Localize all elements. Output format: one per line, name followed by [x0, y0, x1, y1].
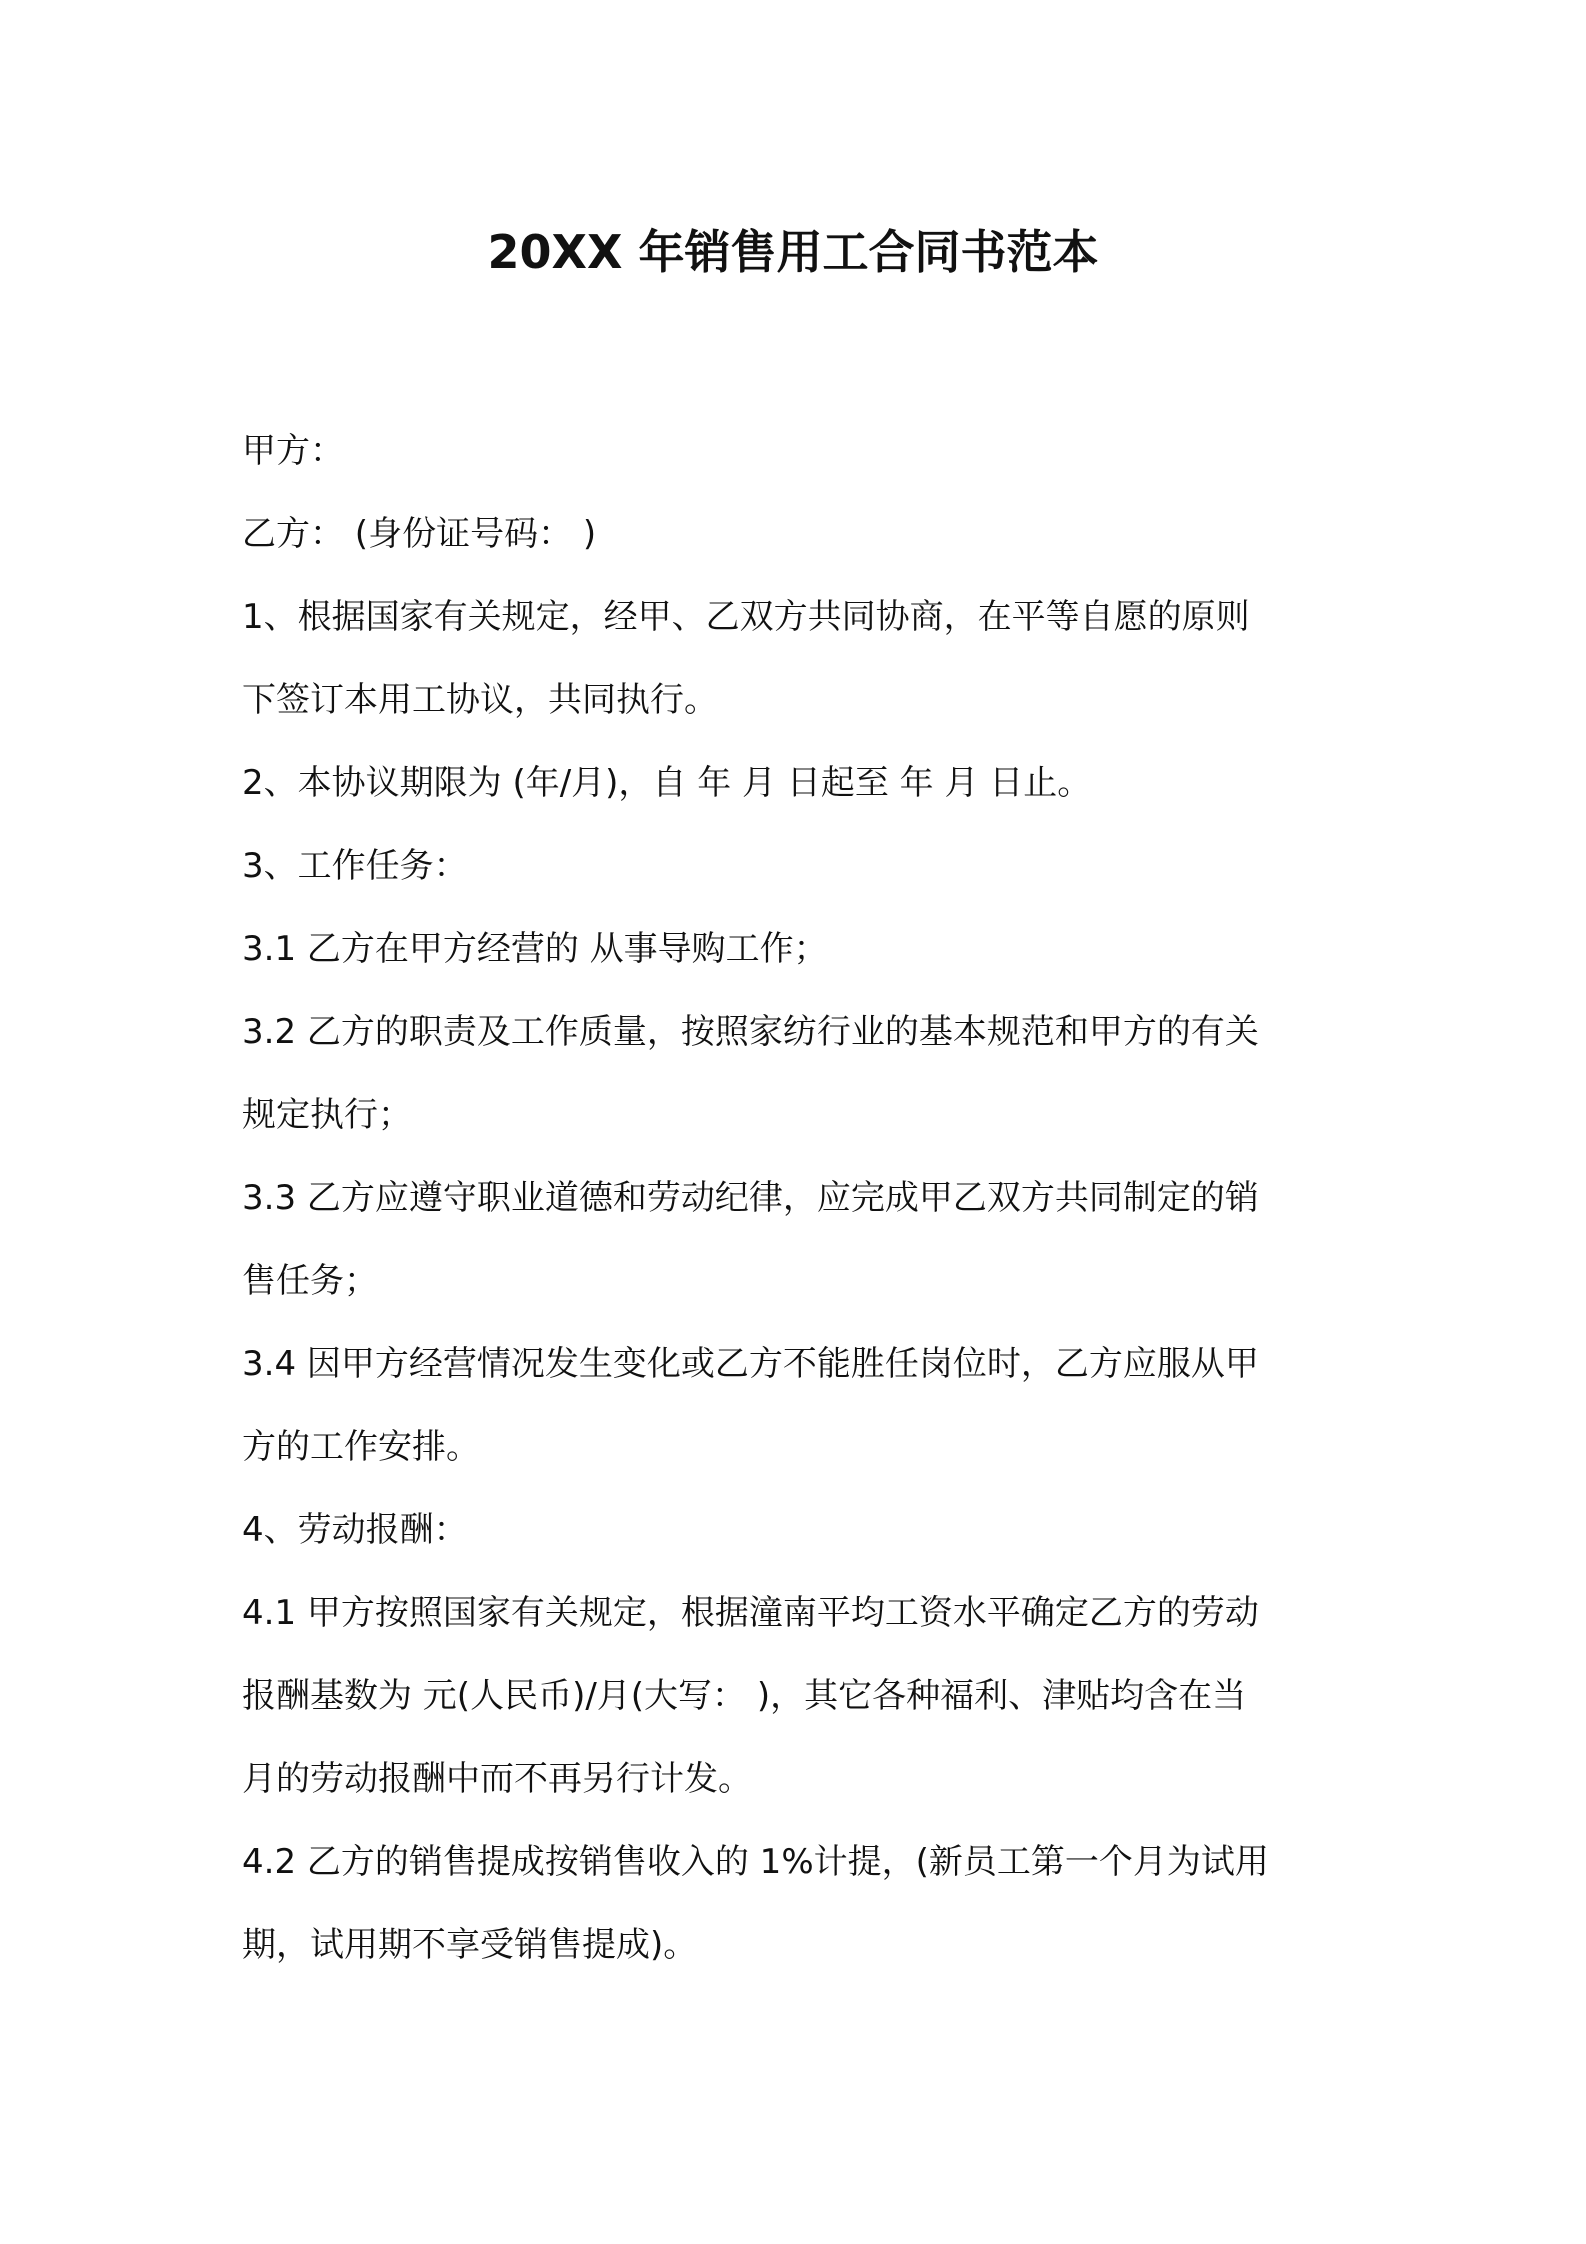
clause-3-2-line-2: 规定执行； [242, 1095, 412, 1135]
clause-3-4-line-2: 方的工作安排。 [242, 1427, 480, 1467]
clause-4-1-line-2: 报酬基数为 元(人民币)/月(大写： )，其它各种福利、津贴均含在当 [242, 1676, 1247, 1716]
clause-4-1-line-3: 月的劳动报酬中而不再另行计发。 [242, 1759, 752, 1799]
clause-1-line-1: 1、根据国家有关规定，经甲、乙双方共同协商，在平等自愿的原则 [242, 597, 1250, 637]
party-a-line: 甲方： [242, 431, 344, 471]
clause-3-2-line-1: 3.2 乙方的职责及工作质量，按照家纺行业的基本规范和甲方的有关 [242, 1012, 1259, 1052]
clause-3-3-line-2: 售任务； [242, 1261, 378, 1301]
clause-4-2-line-1: 4.2 乙方的销售提成按销售收入的 1%计提，(新员工第一个月为试用 [242, 1842, 1269, 1882]
clause-4-2-line-2: 期，试用期不享受销售提成)。 [242, 1925, 698, 1965]
clause-3-heading: 3、工作任务： [242, 846, 468, 886]
document-body [242, 410, 1352, 1987]
party-b-line: 乙方： (身份证号码： ) [242, 514, 597, 554]
clause-4-heading: 4、劳动报酬： [242, 1510, 468, 1550]
clause-3-4-line-1: 3.4 因甲方经营情况发生变化或乙方不能胜任岗位时，乙方应服从甲 [242, 1344, 1259, 1384]
clause-4-1-line-1: 4.1 甲方按照国家有关规定，根据潼南平均工资水平确定乙方的劳动 [242, 1593, 1259, 1633]
clause-1-line-2: 下签订本用工协议，共同执行。 [242, 680, 718, 720]
clause-3-3-line-1: 3.3 乙方应遵守职业道德和劳动纪律，应完成甲乙双方共同制定的销 [242, 1178, 1259, 1218]
document-title: 20XX 年销售用工合同书范本 [487, 225, 1099, 279]
clause-3-1-line: 3.1 乙方在甲方经营的 从事导购工作； [242, 929, 828, 969]
clause-2-line: 2、本协议期限为 (年/月)，自 年 月 日起至 年 月 日止。 [242, 763, 1092, 803]
